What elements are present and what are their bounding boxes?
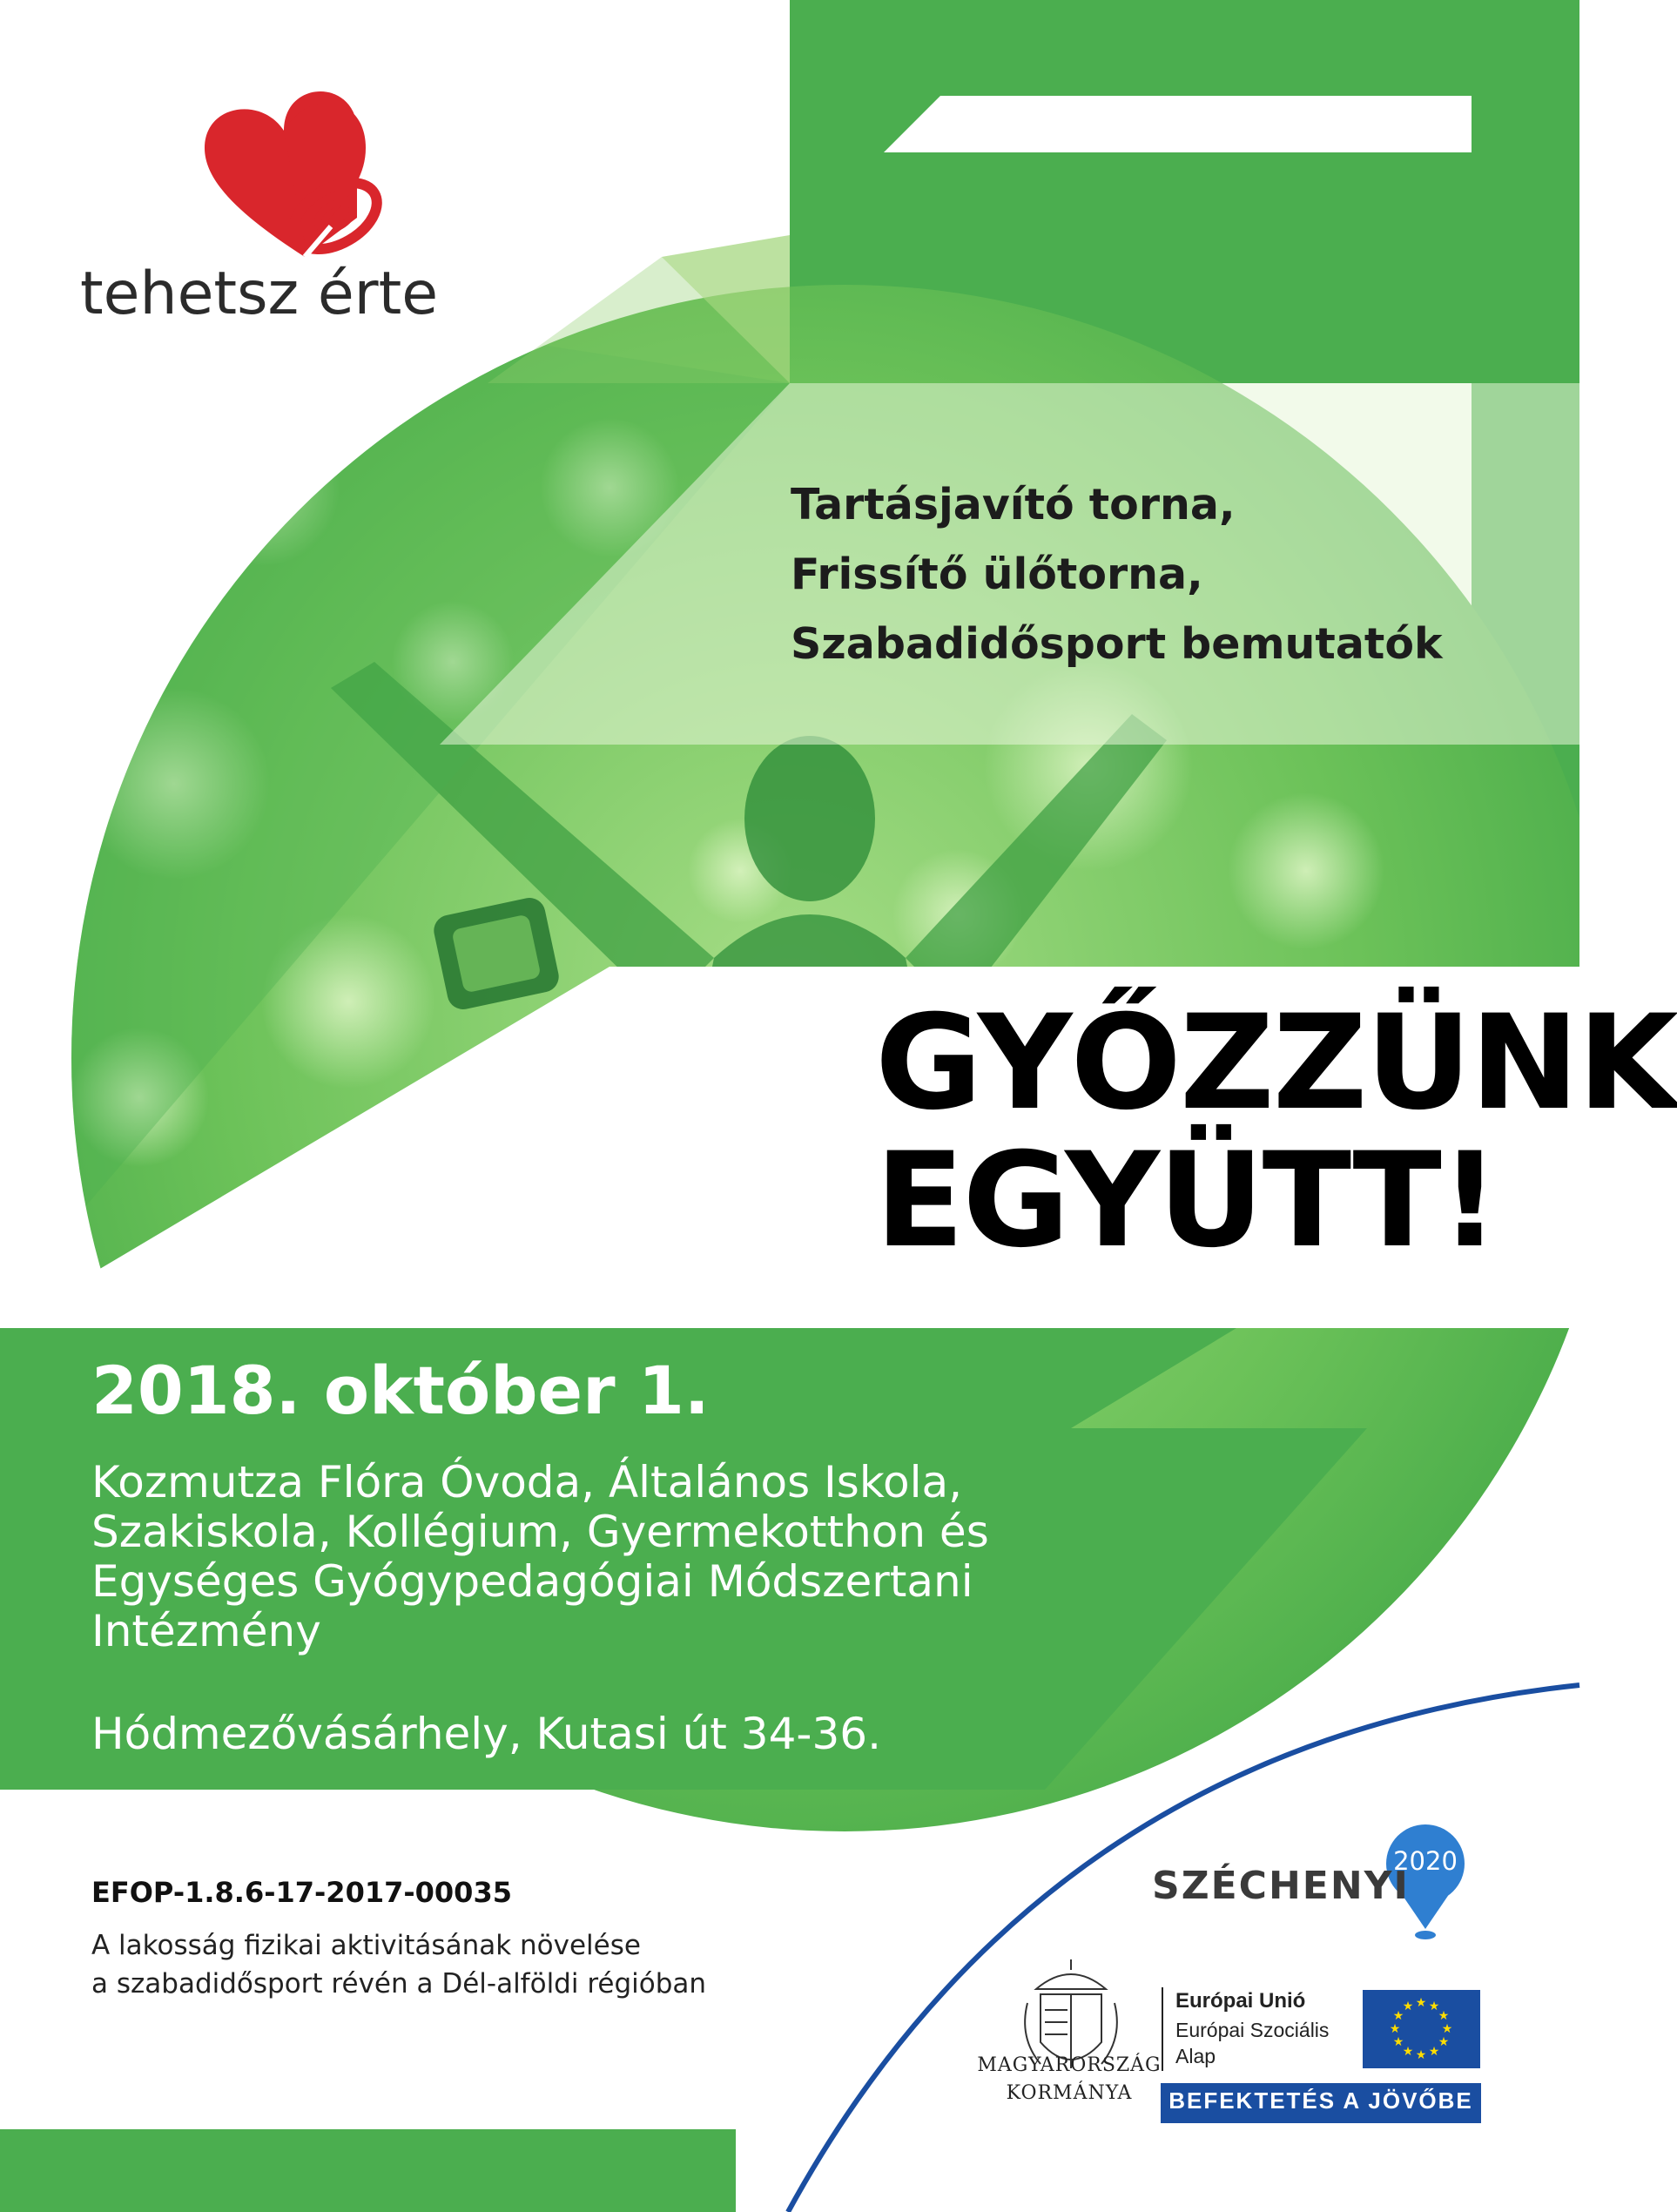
svg-text:★: ★ [1415,2048,1427,2062]
logo-text: tehetsz érte [80,260,439,328]
venue-line: Egységes Gyógypedagógiai Módszertani [91,1556,973,1607]
activity-item: Frissítő ülőtorna, [791,550,1203,599]
activities-list [791,470,1443,679]
svg-text:★: ★ [1392,2009,1404,2023]
eu-slogan-text: BEFEKTETÉS A JÖVŐBE [1169,2087,1473,2114]
bottom-green-strip [0,2129,736,2212]
headline [875,988,1677,1277]
szechenyi-year: 2020 [1393,1846,1458,1876]
event-address: Hódmezővásárhely, Kutasi út 34-36. [91,1709,881,1759]
government-line: KORMÁNYA [1006,2082,1133,2104]
eu-title: Európai Unió [1175,1989,1306,2013]
svg-text:★: ★ [1438,2009,1450,2023]
activity-item: Tartásjavító torna, [791,480,1236,529]
svg-text:★: ★ [1428,2045,1440,2059]
svg-text:★: ★ [1392,2035,1404,2049]
event-date: 2018. október 1. [91,1352,710,1429]
government-line: MAGYARORSZÁG [977,2054,1162,2076]
svg-text:★: ★ [1402,2000,1414,2013]
headline-line-2: EGYÜTT! [875,1125,1499,1277]
description-line: A lakosság fizikai aktivitásának növelése [91,1930,641,1961]
svg-text:★: ★ [1389,2022,1401,2036]
left-light-strip [488,235,790,383]
event-venue [91,1458,989,1656]
szechenyi-label: SZÉCHENYI [1152,1864,1410,1908]
project-description [91,1926,706,2003]
heart-target-icon [205,91,388,263]
headline-line-1: GYŐZZÜNK [875,988,1677,1139]
activity-item: Szabadidősport bemutatók [791,619,1443,669]
venue-line: Szakiskola, Kollégium, Gyermekotthon és [91,1507,989,1557]
eu-fund-line: Alap [1175,2045,1216,2067]
venue-line: Intézmény [91,1606,321,1656]
svg-text:★: ★ [1428,2000,1440,2013]
svg-text:★: ★ [1402,2045,1414,2059]
svg-text:★: ★ [1438,2035,1450,2049]
eu-fund-line: Európai Szociális [1175,2019,1330,2041]
svg-text:★: ★ [1441,2022,1453,2036]
svg-text:★: ★ [1415,1996,1427,2010]
description-line: a szabadidősport révén a Dél-alföldi régióban [91,1968,707,2000]
venue-line: Kozmutza Flóra Óvoda, Általános Iskola, [91,1457,963,1507]
project-code: EFOP-1.8.6-17-2017-00035 [91,1876,512,1909]
government-label [973,2052,1165,2107]
